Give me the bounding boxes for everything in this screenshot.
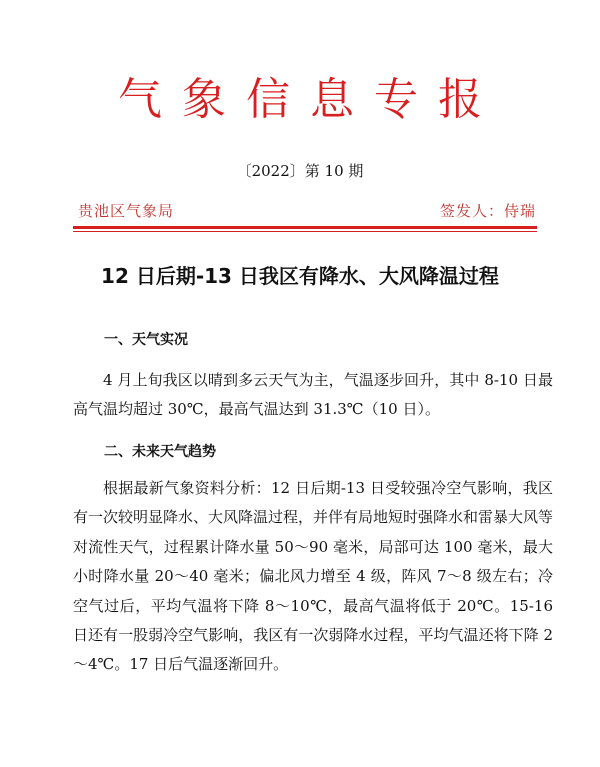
section-heading-observations: 一、天气实况: [104, 332, 188, 348]
section-body-observations: 4 月上旬我区以晴到多云天气为主，气温逐步回升，其中 8-10 日最高气温均超过 30℃，最高气温达到 31.3℃（10 日）。: [73, 371, 553, 419]
section-heading-forecast: 二、未来天气趋势: [104, 444, 216, 460]
section-body-forecast: 根据最新气象资料分析：12 日后期-13 日受较强冷空气影响，我区有一次较明显降水、大风降温过程，并伴有局地短时强降水和雷暴大风等对流性天气，过程累计降水量 50～90 毫米，局部可达 100 毫米，最大小时降水量 20～40 毫米；偏北风力增至 4 级，阵风 7～8 级左右；冷空气过后，平均气温将下降 8～10℃，最高气温将低于 20℃。15-16 日还有一股弱冷空气影响，我区有一次弱降水过程，平均气温还将下降 2～4℃。17 日后气温逐渐回升。: [73, 479, 554, 674]
masthead-title: 气象信息专报: [118, 74, 502, 125]
article-headline: 12 日后期-13 日我区有降水、大风降温过程: [101, 264, 499, 288]
issue-number: 〔2022〕第 10 期: [236, 162, 364, 180]
header-divider-thin: [73, 231, 537, 232]
issuing-organization: 贵池区气象局: [78, 202, 175, 220]
signer: 签发人：侍瑞: [439, 202, 536, 220]
header-divider-thick: [73, 226, 537, 229]
